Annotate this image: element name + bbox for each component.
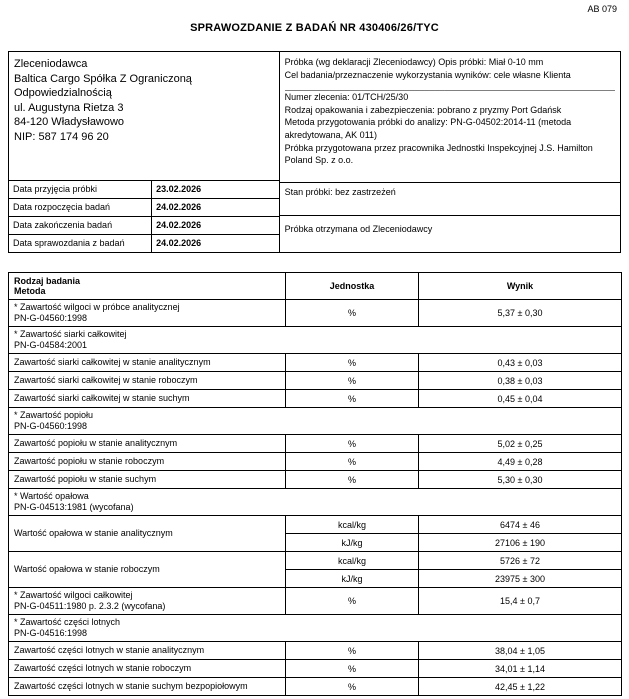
sample-preparation-method: Metoda przygotowania próbki do analizy: PN-G-04502:2014-11 (metoda akredytowana, AK 011) <box>284 117 572 140</box>
test-name-cell: Wartość opałowa w stanie analitycznym <box>9 516 286 552</box>
test-name-cell: * Zawartość części lotnych PN-G-04516:1998 <box>9 615 622 642</box>
unit-cell: % <box>286 372 419 390</box>
unit-cell: % <box>286 660 419 678</box>
section-row <box>9 408 622 435</box>
test-name-cell: Wartość opałowa w stanie roboczym <box>9 552 286 588</box>
date-row <box>9 216 279 234</box>
unit-cell: % <box>286 453 419 471</box>
test-name-cell: Zawartość popiołu w stanie analitycznym <box>9 435 286 453</box>
client-block <box>9 52 279 149</box>
result-row <box>9 390 622 408</box>
header-info-box <box>8 51 621 253</box>
result-cell: 0,45 ± 0,04 <box>419 390 622 408</box>
unit-cell: % <box>286 300 419 327</box>
result-cell: 4,49 ± 0,28 <box>419 453 622 471</box>
header-test: Rodzaj badania <box>14 276 81 286</box>
result-row <box>9 372 622 390</box>
result-cell: 38,04 ± 1,05 <box>419 642 622 660</box>
test-name-cell: * Zawartość wilgoci w próbce analitycznej PN-G-04560:1998 <box>9 300 286 327</box>
date-label: Data rozpoczęcia badań <box>9 198 152 216</box>
header-method: Metoda <box>14 286 46 296</box>
result-row <box>9 678 622 696</box>
test-name-cell: Zawartość siarki całkowitej w stanie analitycznym <box>9 354 286 372</box>
sample-purpose: Cel badania/przeznaczenie wykorzystania wyników: cele własne Klienta <box>284 69 571 80</box>
client-column <box>9 52 279 252</box>
unit-cell: kJ/kg <box>286 570 419 588</box>
test-name-cell: Zawartość siarki całkowitej w stanie roboczym <box>9 372 286 390</box>
sample-received: Próbka otrzymana od Zleceniodawcy <box>280 215 620 252</box>
test-name-cell: * Zawartość wilgoci całkowitej PN-G-04511:1980 p. 2.3.2 (wycofana) <box>9 588 286 615</box>
date-label: Data sprawozdania z badań <box>9 234 152 252</box>
result-cell: 34,01 ± 1,14 <box>419 660 622 678</box>
result-row <box>9 642 622 660</box>
result-row <box>9 300 622 327</box>
test-name-cell: * Zawartość popiołu PN-G-04560:1998 <box>9 408 622 435</box>
unit-cell: kcal/kg <box>286 552 419 570</box>
report-title: SPRAWOZDANIE Z BADAŃ NR 430406/26/TYC <box>190 22 439 34</box>
client-address-line: 84-120 Władysławowo <box>14 116 125 129</box>
test-name-cell: Zawartość siarki całkowitej w stanie suchym <box>9 390 286 408</box>
client-address-line: ul. Augustyna Rietza 3 <box>14 101 124 114</box>
result-row <box>9 354 622 372</box>
test-name-cell: * Zawartość siarki całkowitej PN-G-04584:2001 <box>9 327 622 354</box>
date-row <box>9 234 279 252</box>
result-cell: 42,45 ± 1,22 <box>419 678 622 696</box>
date-value: 23.02.2026 <box>152 180 279 198</box>
client-label: Zleceniodawca <box>14 58 88 70</box>
order-number: Numer zlecenia: 01/TCH/25/30 <box>284 92 409 103</box>
result-cell: 27106 ± 190 <box>419 534 622 552</box>
sample-info <box>280 52 620 182</box>
results-header-row <box>9 273 622 300</box>
result-cell: 0,43 ± 0,03 <box>419 354 622 372</box>
header-result: Wynik <box>419 273 622 300</box>
date-value: 24.02.2026 <box>152 216 279 234</box>
test-name-cell: Zawartość części lotnych w stanie suchym bezpopiołowym <box>9 678 286 696</box>
result-row <box>9 435 622 453</box>
unit-cell: % <box>286 471 419 489</box>
result-cell: 15,4 ± 0,7 <box>419 588 622 615</box>
section-row <box>9 489 622 516</box>
result-cell: 6474 ± 46 <box>419 516 622 534</box>
date-value: 24.02.2026 <box>152 198 279 216</box>
client-address-line: NIP: 587 174 96 20 <box>14 130 109 143</box>
results-table <box>8 272 622 696</box>
client-address <box>14 72 274 145</box>
result-cell: 23975 ± 300 <box>419 570 622 588</box>
result-row <box>9 453 622 471</box>
unit-cell: kcal/kg <box>286 516 419 534</box>
sample-description: Próbka (wg deklaracji Zleceniodawcy) Opis próbki: Miał 0-10 mm <box>284 57 544 67</box>
separator-line: __________________________________________________________________ <box>284 81 615 92</box>
date-value: 24.02.2026 <box>152 234 279 252</box>
unit-cell: % <box>286 354 419 372</box>
result-cell: 5,30 ± 0,30 <box>419 471 622 489</box>
test-name-cell: * Wartość opałowa PN-G-04513:1981 (wycofana) <box>9 489 622 516</box>
result-row <box>9 552 622 570</box>
unit-cell: % <box>286 678 419 696</box>
result-cell: 5,02 ± 0,25 <box>419 435 622 453</box>
result-cell: 0,38 ± 0,03 <box>419 372 622 390</box>
section-row <box>9 615 622 642</box>
test-name-cell: Zawartość popiołu w stanie roboczym <box>9 453 286 471</box>
sample-column <box>279 52 620 252</box>
test-name-cell: Zawartość części lotnych w stanie roboczym <box>9 660 286 678</box>
date-label: Data przyjęcia próbki <box>9 180 152 198</box>
unit-cell: % <box>286 642 419 660</box>
test-name-cell: Zawartość części lotnych w stanie analitycznym <box>9 642 286 660</box>
header-unit: Jednostka <box>286 273 419 300</box>
result-row <box>9 516 622 534</box>
section-row <box>9 327 622 354</box>
date-row <box>9 180 279 198</box>
result-cell: 5726 ± 72 <box>419 552 622 570</box>
result-row <box>9 471 622 489</box>
result-cell: 5,37 ± 0,30 <box>419 300 622 327</box>
header-test-method <box>9 273 286 300</box>
client-address-line: Baltica Cargo Spółka Z Ograniczoną Odpowiedzialnością <box>14 72 192 100</box>
sample-condition: Stan próbki: bez zastrzeżeń <box>280 182 620 215</box>
sample-packaging: Rodzaj opakowania i zabezpieczenia: pobrano z pryzmy Port Gdańsk <box>284 104 562 115</box>
date-row <box>9 198 279 216</box>
sample-prepared-by: Próbka przygotowana przez pracownika Jednostki Inspekcyjnej J.S. Hamilton Poland Sp. z o.o. <box>284 142 593 166</box>
unit-cell: kJ/kg <box>286 534 419 552</box>
unit-cell: % <box>286 390 419 408</box>
unit-cell: % <box>286 588 419 615</box>
result-row <box>9 588 622 615</box>
unit-cell: % <box>286 435 419 453</box>
accreditation-code: AB 079 <box>587 4 617 14</box>
date-label: Data zakończenia badań <box>9 216 152 234</box>
dates-table <box>9 180 279 253</box>
result-row <box>9 660 622 678</box>
test-name-cell: Zawartość popiołu w stanie suchym <box>9 471 286 489</box>
